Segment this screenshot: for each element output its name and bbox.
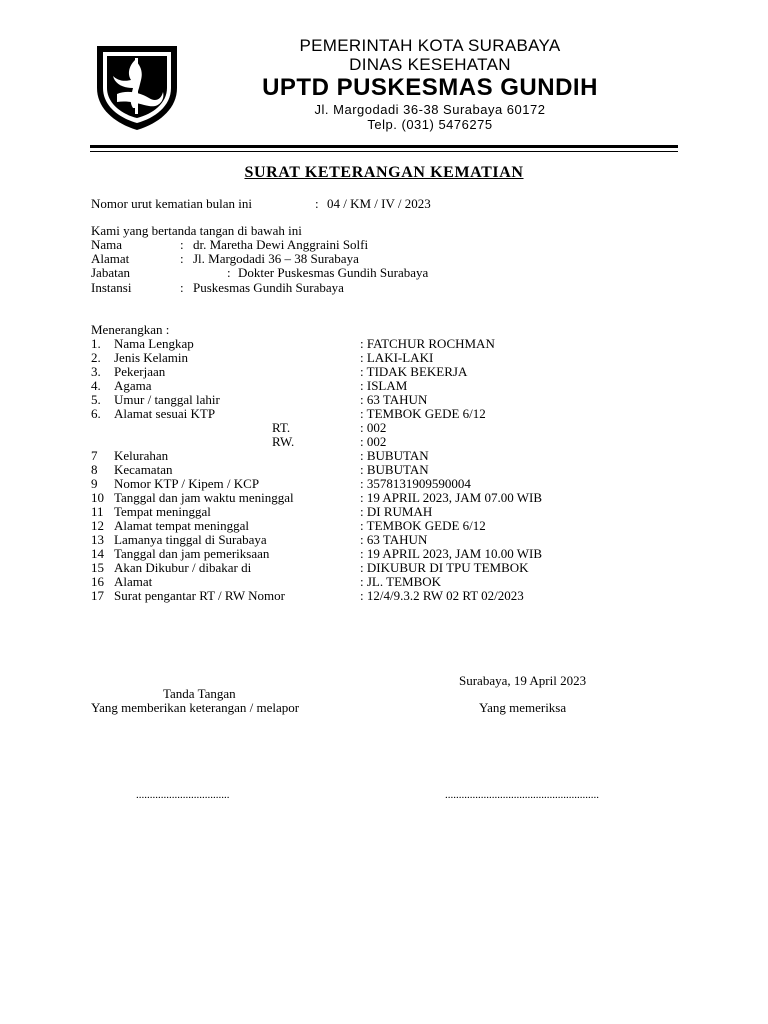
- signer-position-value: Dokter Puskesmas Gundih Surabaya: [238, 265, 429, 280]
- signer-position-separator: :: [227, 265, 231, 280]
- list-item: 9 Nomor KTP / Kipem / KCP : 3578131909590004: [91, 476, 471, 491]
- list-item: 16 Alamat : JL. TEMBOK: [91, 574, 442, 589]
- letterhead-divider-thin: [90, 151, 678, 152]
- signer-address-value: Jl. Margodadi 36 – 38 Surabaya: [193, 251, 359, 266]
- nomor-value: 04 / KM / IV / 2023: [327, 196, 431, 211]
- signature-role-right: Yang memeriksa: [479, 700, 567, 715]
- list-item: 1. Nama Lengkap : FATCHUR ROCHMAN: [91, 336, 495, 351]
- list-item-rw: RW. : 002: [272, 434, 387, 449]
- surabaya-crest-icon: [93, 40, 181, 132]
- signer-institution-separator: :: [180, 280, 184, 295]
- list-item: 7 Kelurahan : BUBUTAN: [91, 448, 429, 463]
- nomor-separator: :: [315, 196, 319, 211]
- signature-line-left: ..................................: [136, 789, 230, 801]
- signer-institution-label: Instansi: [91, 280, 132, 295]
- signer-institution-value: Puskesmas Gundih Surabaya: [193, 280, 344, 295]
- letterhead-department: DINAS KESEHATAN: [349, 55, 511, 74]
- list-item: 6. Alamat sesuai KTP : TEMBOK GEDE 6/12: [91, 406, 486, 421]
- list-item: 10 Tanggal dan jam waktu meninggal : 19 APRIL 2023, JAM 07.00 WIB: [91, 490, 543, 505]
- signer-position-label: Jabatan: [91, 265, 130, 280]
- signer-address-label: Alamat: [91, 251, 130, 266]
- signature-title-left: Tanda Tangan: [163, 686, 236, 701]
- letterhead: [190, 36, 670, 132]
- document-title: SURAT KETERANGAN KEMATIAN: [244, 164, 524, 181]
- letterhead-divider: [90, 145, 678, 148]
- letterhead-address: Jl. Margodadi 36-38 Surabaya 60172: [314, 102, 546, 117]
- signer-address-separator: :: [180, 251, 184, 266]
- place-date: Surabaya, 19 April 2023: [459, 673, 587, 688]
- list-item-rt: RT. : 002: [272, 420, 387, 435]
- letterhead-government: PEMERINTAH KOTA SURABAYA: [299, 36, 561, 55]
- signer-name-separator: :: [180, 237, 184, 252]
- signer-intro: Kami yang bertanda tangan di bawah ini: [91, 223, 302, 238]
- list-item: 13 Lamanya tinggal di Surabaya : 63 TAHUN: [91, 532, 428, 547]
- list-item: 3. Pekerjaan : TIDAK BEKERJA: [91, 364, 468, 379]
- signer-name-label: Nama: [91, 237, 123, 252]
- list-item: 5. Umur / tanggal lahir : 63 TAHUN: [91, 392, 428, 407]
- nomor-label: Nomor urut kematian bulan ini: [91, 196, 253, 211]
- signature-role-left: Yang memberikan keterangan / melapor: [91, 700, 300, 715]
- list-item: 8 Kecamatan : BUBUTAN: [91, 462, 429, 477]
- letterhead-phone: Telp. (031) 5476275: [367, 117, 493, 132]
- signature-line-right: ........................................................: [445, 789, 599, 801]
- list-item: 12 Alamat tempat meninggal : TEMBOK GEDE 6/12: [91, 518, 486, 533]
- list-item: 17 Surat pengantar RT / RW Nomor : 12/4/9.3.2 RW 02 RT 02/2023: [91, 588, 524, 603]
- list-item: 4. Agama : ISLAM: [91, 378, 408, 393]
- list-item: 2. Jenis Kelamin : LAKI-LAKI: [91, 350, 434, 365]
- list-item: 11 Tempat meninggal : DI RUMAH: [91, 504, 433, 519]
- menerangkan-heading: Menerangkan :: [91, 322, 170, 337]
- signer-name-value: dr. Maretha Dewi Anggraini Solfi: [193, 237, 369, 252]
- list-item: 14 Tanggal dan jam pemeriksaan : 19 APRIL 2023, JAM 10.00 WIB: [91, 546, 543, 561]
- list-item: 15 Akan Dikubur / dibakar di : DIKUBUR DI TPU TEMBOK: [91, 560, 529, 575]
- letterhead-institution: UPTD PUSKESMAS GUNDIH: [262, 74, 598, 101]
